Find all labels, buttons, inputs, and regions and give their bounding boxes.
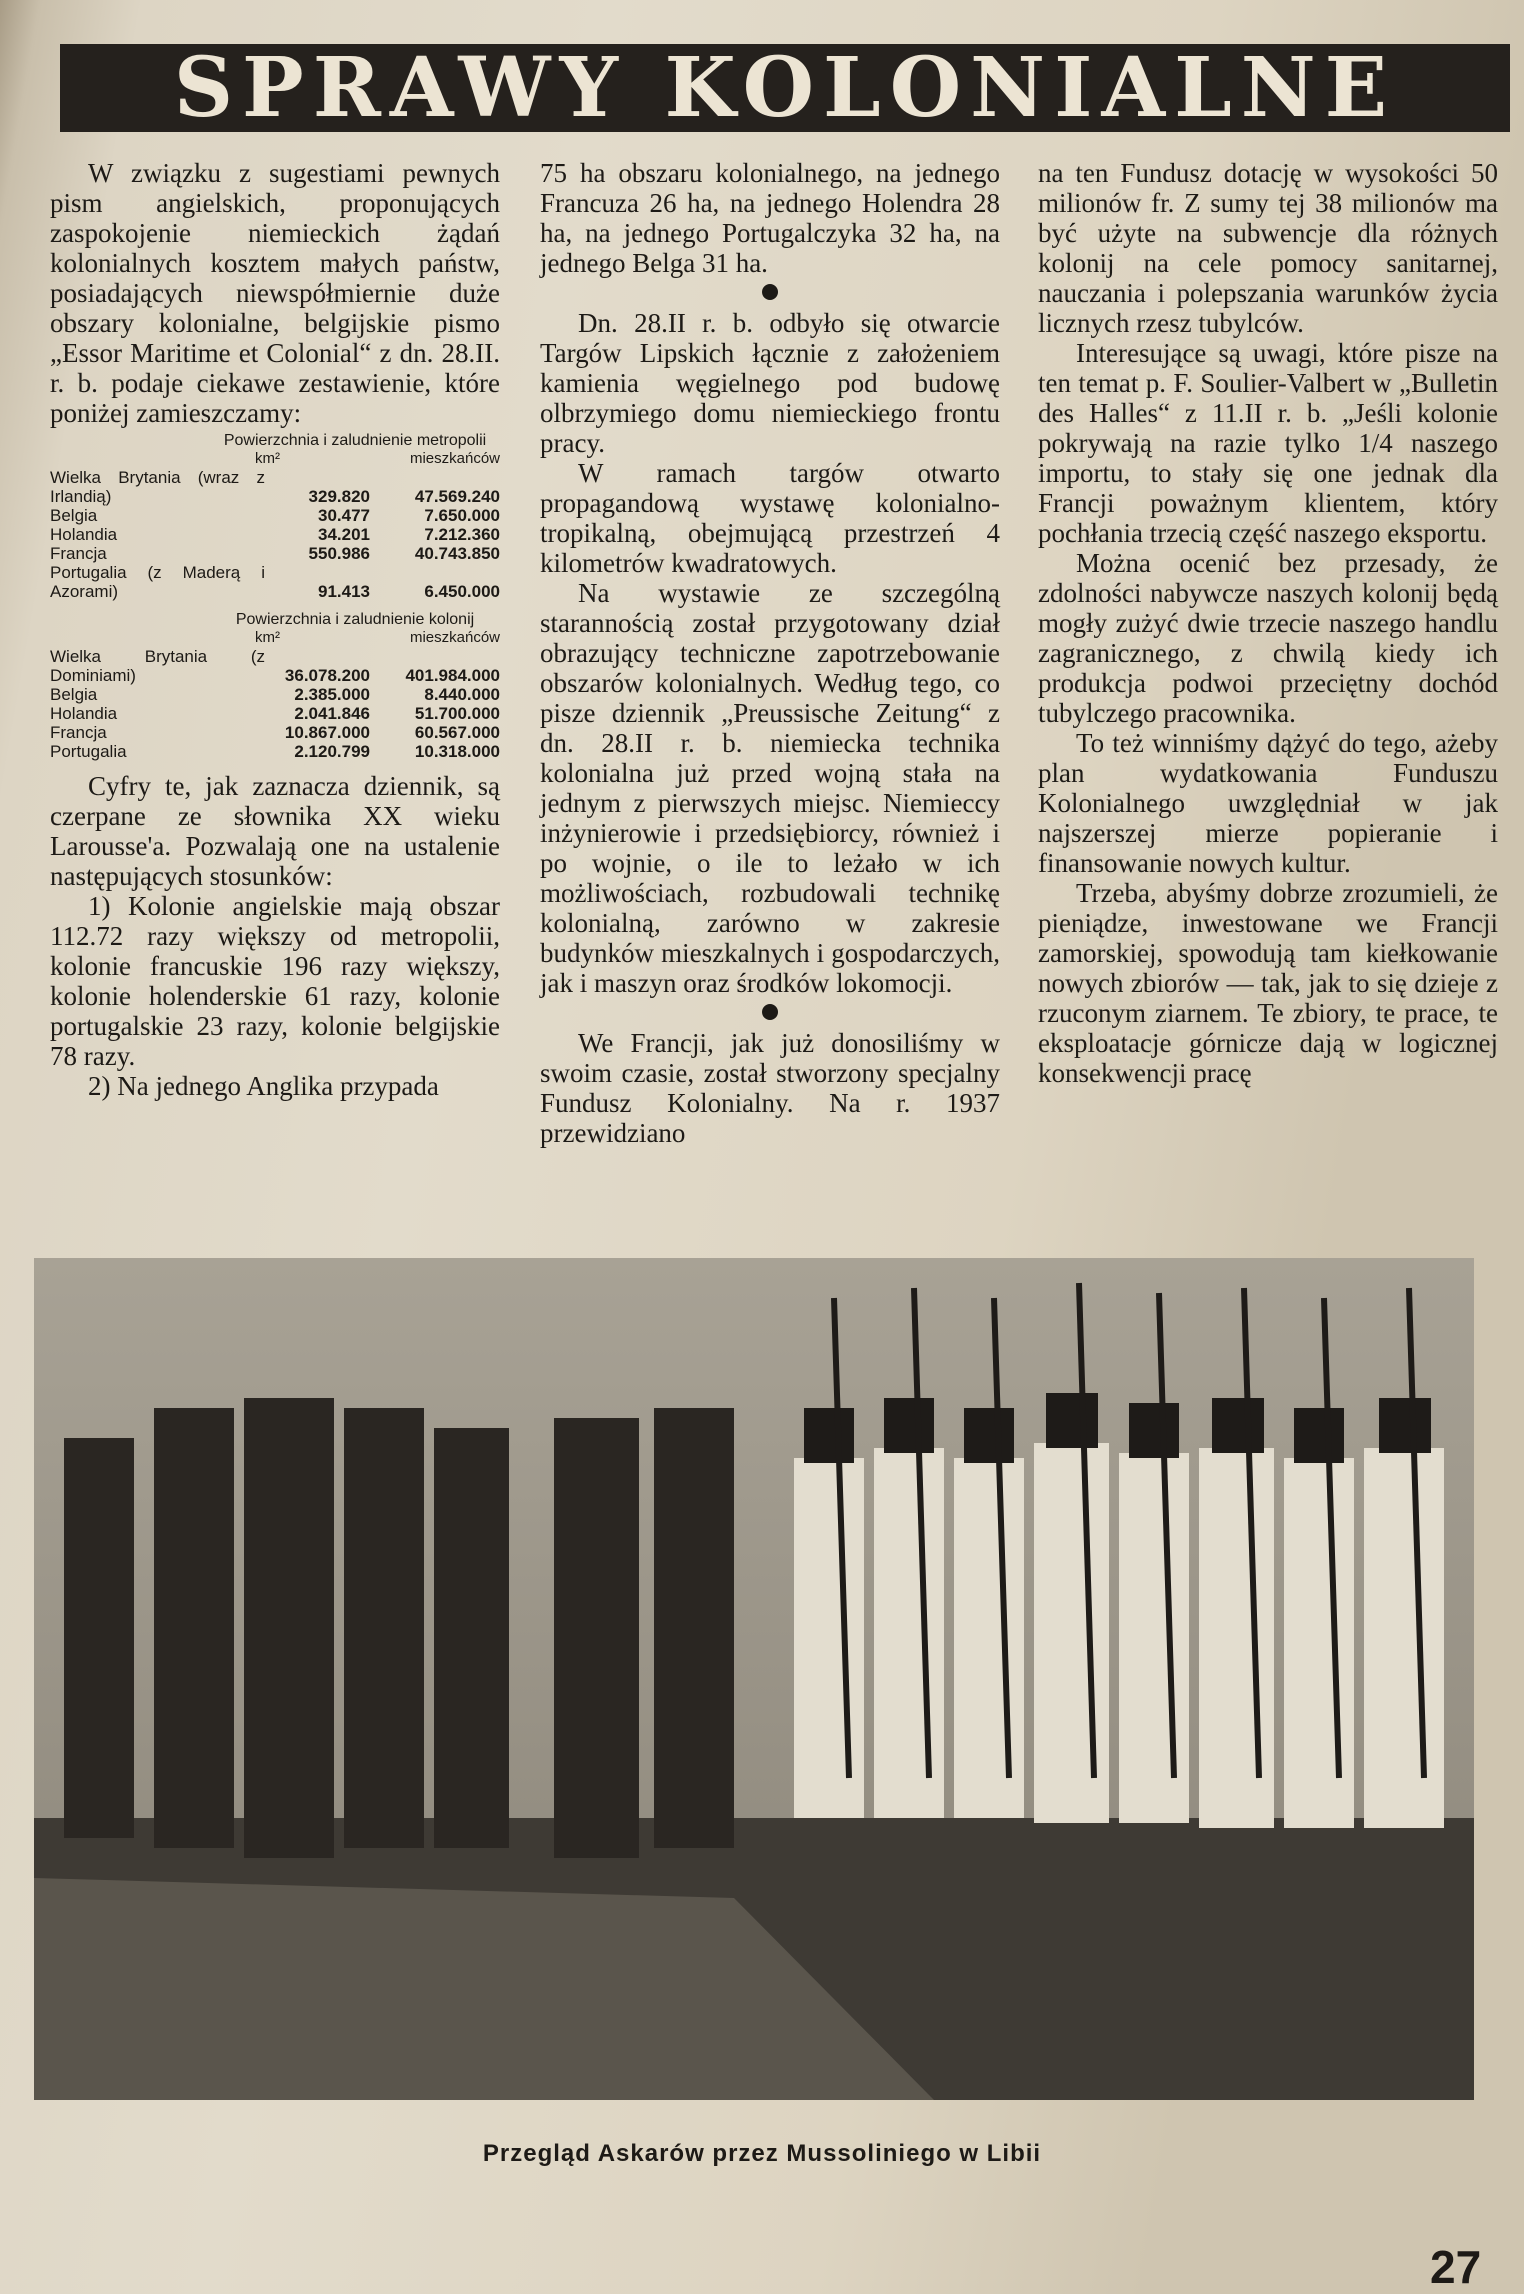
table-row [50, 468, 500, 506]
row-pop: 10.318.000 [414, 742, 500, 761]
section-bullet [762, 284, 778, 300]
table-metropolie [50, 432, 500, 601]
section-bullet [762, 1004, 778, 1020]
paragraph: To też winniśmy dążyć do tego, ażeby plan wydatkowania Funduszu Kolonialnego uwzględniał w jak najszerszej mierze popieranie i finansowanie nowych kultur. [1038, 728, 1498, 878]
row-area: 2.041.846 [294, 704, 370, 723]
row-pop: 60.567.000 [414, 723, 500, 742]
row-pop: 51.700.000 [414, 704, 500, 723]
row-name: Wielka Brytania (z Dominiami) [50, 647, 265, 685]
column-1 [50, 158, 500, 1101]
table-row [50, 544, 500, 563]
table-row [50, 525, 500, 544]
column-3 [1038, 158, 1498, 1088]
table-row [50, 685, 500, 704]
unit-area: km² [255, 450, 280, 467]
table-row [50, 704, 500, 723]
paragraph: na ten Fundusz dotację w wysokości 50 milionów fr. Z sumy tej 38 milionów ma być użyte na subwencje dla różnych kolonij na cele pomocy sanitarnej, nauczania i polepszania warunków życia licznych rzesz tubylców. [1038, 158, 1498, 338]
column-2 [540, 158, 1000, 1148]
row-pop: 47.569.240 [414, 487, 500, 506]
paragraph: 2) Na jednego Anglika przypada [88, 1071, 439, 1101]
row-area: 30.477 [318, 506, 370, 525]
row-name: Wielka Brytania (wraz z Irlandią) [50, 468, 265, 506]
row-area: 329.820 [308, 487, 370, 506]
table-row [50, 506, 500, 525]
row-name: Portugalia (z Maderą i Azorami) [50, 563, 265, 601]
row-area: 34.201 [318, 525, 370, 544]
paragraph: W związku z sugestiami pewnych pism angielskich, proponujących zaspokojenie niemieckich żądań kolonialnych kosztem małych państw, posiadających niewspółmiernie duże obszary kolonialne, belgijskie pismo „Essor Maritime et Colonial“ z dn. 28.II. r. b. podaje ciekawe zestawienie, które poniżej zamieszczamy: [50, 158, 500, 428]
table-header: Powierzchnia i zaludnienie metropolii [223, 432, 487, 449]
row-name: Holandia [50, 525, 118, 544]
page-title: SPRAWY KOLONIALNE [60, 44, 1510, 132]
paragraph: We Francji, jak już donosiliśmy w swoim czasie, został stworzony specjalny Fundusz Kolonialny. Na r. 1937 przewidziano [540, 1028, 1000, 1148]
table-row [50, 723, 500, 742]
row-area: 91.413 [318, 582, 370, 601]
photo-illustration [34, 1258, 1474, 2100]
photo-caption: Przegląd Askarów przez Mussoliniego w Libii [482, 2140, 1042, 2167]
unit-area: km² [255, 629, 280, 646]
row-pop: 401.984.000 [405, 666, 500, 685]
paragraph: Dn. 28.II r. b. odbyło się otwarcie Targów Lipskich łącznie z założeniem kamienia węgielnego pod budowę olbrzymiego domu niemieckiego frontu pracy. [540, 308, 1000, 458]
paragraph: Trzeba, abyśmy dobrze zrozumieli, że pieniądze, inwestowane we Francji zamorskiej, spowodują tam kiełkowanie nowych zbiorów — tak, jak to się dzieje z rzuconym ziarnem. Te zbiory, te prace, te eksploatacje górnicze dają w logicznej konsekwencji pracę [1038, 878, 1498, 1088]
row-area: 2.120.799 [294, 742, 370, 761]
paragraph: Interesujące są uwagi, które pisze na ten temat p. F. Soulier-Valbert w „Bulletin des Halles“ z 11.II r. b. „Jeśli kolonie pokrywają na razie tylko 1/4 naszego importu, to stały się one jednak dla Francji poważnym klientem, który pochłania trzecią część naszego eksportu. [1038, 338, 1498, 548]
row-name: Belgia [50, 685, 98, 704]
table-row [50, 647, 500, 685]
paragraph: Na wystawie ze szczególną starannością został przygotowany dział obrazujący techniczne zapotrzebowanie obszarów kolonialnych. Według tego, co pisze dziennik „Preussische Zeitung“ z dn. 28.II r. b. niemiecka technika kolonialna już przed wojną stała na jednym z pierwszych miejsc. Niemieccy inżynierowie i przedsiębiorcy, również i po wojnie, o ile to leżało w ich możliwościach, rozbudowali technikę kolonialną, zarówno w zakresie budynków mieszkalnych i gospodarczych, jak i maszyn oraz środków lokomocji. [540, 578, 1000, 998]
unit-pop: mieszkańców [409, 629, 500, 646]
table-row [50, 563, 500, 601]
paragraph: 75 ha obszaru kolonialnego, na jednego Francuza 26 ha, na jednego Holendra 28 ha, na jednego Portugalczyka 32 ha, na jednego Belga 31 ha. [540, 158, 1000, 278]
page-number: 27 [1430, 2241, 1482, 2293]
row-pop: 40.743.850 [414, 544, 500, 563]
row-pop: 7.212.360 [424, 525, 500, 544]
table-units [50, 449, 500, 468]
row-area: 36.078.200 [284, 666, 370, 685]
row-area: 2.385.000 [294, 685, 370, 704]
unit-pop: mieszkańców [409, 450, 500, 467]
table-units [50, 628, 500, 647]
paragraph: Można ocenić bez przesady, że zdolności nabywcze naszych kolonij będą mogły zużyć dwie trzecie naszego handlu zagranicznego, z chwilą kiedy ich produkcja podwoi przeciętny dochód tubylczego pracownika. [1038, 548, 1498, 728]
row-area: 10.867.000 [284, 723, 370, 742]
row-pop: 6.450.000 [424, 582, 500, 601]
paragraph: Cyfry te, jak zaznacza dziennik, są czerpane ze słownika XX wieku Larousse'a. Pozwalają one na ustalenie następujących stosunków: [50, 771, 500, 891]
photo-parade [34, 1258, 1474, 2100]
row-name: Belgia [50, 506, 98, 525]
row-name: Portugalia [50, 742, 127, 761]
table-row [50, 742, 500, 761]
paragraph: 1) Kolonie angielskie mają obszar 112.72 razy większy od metropolii, kolonie francuskie 196 razy większy, kolonie holenderskie 61 razy, kolonie portugalskie 23 razy, kolonie belgijskie 78 razy. [50, 891, 500, 1071]
row-pop: 7.650.000 [424, 506, 500, 525]
row-name: Francja [50, 544, 107, 563]
table-kolonie [50, 611, 500, 761]
row-name: Francja [50, 723, 107, 742]
row-area: 550.986 [308, 544, 370, 563]
row-name: Holandia [50, 704, 118, 723]
row-pop: 8.440.000 [424, 685, 500, 704]
paragraph: W ramach targów otwarto propagandową wystawę kolonialno-tropikalną, obejmującą przestrzeń 4 kilometrów kwadratowych. [540, 458, 1000, 578]
table-header: Powierzchnia i zaludnienie kolonij [235, 611, 475, 628]
